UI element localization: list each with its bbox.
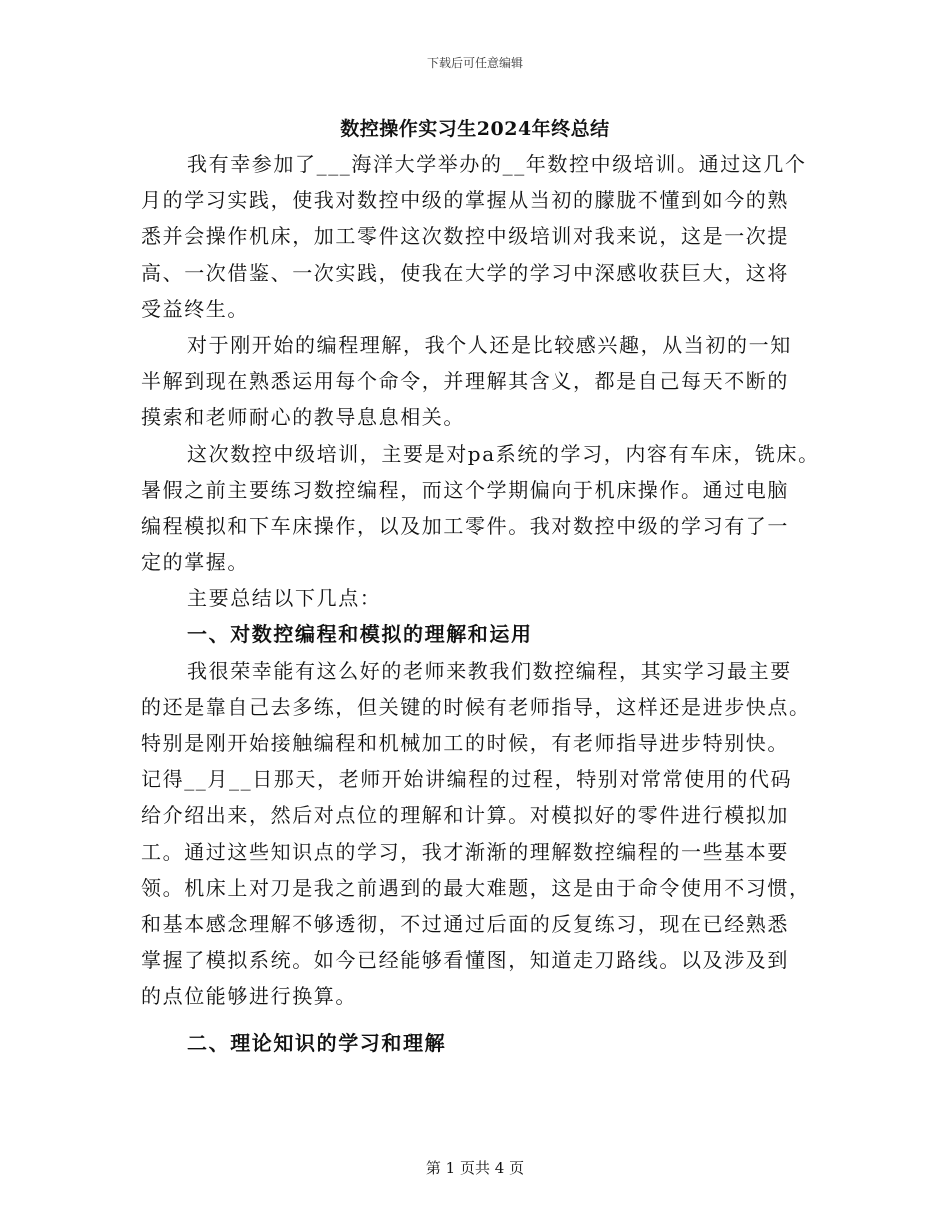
body-text-line: 特别是刚开始接触编程和机械加工的时候，有老师指导进步特别快。 <box>141 731 789 755</box>
body-text-line: 暑假之前主要练习数控编程，而这个学期偏向于机床操作。通过电脑 <box>141 477 789 502</box>
page-footer: 第 1 页共 4 页 <box>425 1159 525 1177</box>
header-note: 下载后可任意编辑 <box>426 56 523 70</box>
body-text-line: 我很荣幸能有这么好的老师来教我们数控编程，其实学习最主要 <box>187 658 792 683</box>
body-text-line: 领。机床上对刀是我之前遇到的最大难题，这是由于命令使用不习惯， <box>141 875 811 900</box>
body-text-line: 的点位能够进行换算。 <box>141 984 357 1009</box>
body-text-line: 摸索和老师耐心的教导息息相关。 <box>141 405 465 430</box>
body-text-line: 高、一次借鉴、一次实践，使我在大学的学习中深感收获巨大，这将 <box>141 260 789 285</box>
body-text-line: 月的学习实践，使我对数控中级的掌握从当初的朦胧不懂到如今的熟 <box>141 188 789 213</box>
section-heading: 二、理论知识的学习和理解 <box>187 1030 447 1055</box>
section-heading: 一、对数控编程和模拟的理解和运用 <box>187 622 533 647</box>
body-text-line: 给介绍出来，然后对点位的理解和计算。对模拟好的零件进行模拟加 <box>141 803 789 828</box>
body-text-line: 受益终生。 <box>141 296 249 321</box>
body-text-line: 工。通过这些知识点的学习，我才渐渐的理解数控编程的一些基本要 <box>141 839 789 864</box>
body-text-line: 的还是靠自己去多练，但关键的时候有老师指导，这样还是进步快点。 <box>141 694 811 719</box>
body-text-line: 定的掌握。 <box>141 550 249 575</box>
body-text-line: 和基本感念理解不够透彻，不过通过后面的反复练习，现在已经熟悉 <box>141 911 789 936</box>
body-text-line: 对于刚开始的编程理解，我个人还是比较感兴趣，从当初的一知 <box>187 332 792 357</box>
body-text-line: 我有幸参加了___海洋大学举办的__年数控中级培训。通过这几个 <box>187 152 807 176</box>
body-text-line: 悉并会操作机床，加工零件这次数控中级培训对我来说，这是一次提 <box>141 224 789 249</box>
body-text-line: 这次数控中级培训，主要是对pa系统的学习，内容有车床，铣床。 <box>187 441 820 466</box>
document-body <box>141 146 821 1061</box>
body-text-line: 记得__月__日那天，老师开始讲编程的过程，特别对常常使用的代码 <box>141 767 793 792</box>
document-title: 数控操作实习生2024年终总结 <box>340 118 610 140</box>
body-text-line: 掌握了模拟系统。如今已经能够看懂图，知道走刀路线。以及涉及到 <box>141 948 789 973</box>
body-text-line: 主要总结以下几点： <box>187 586 382 611</box>
body-text-line: 半解到现在熟悉运用每个命令，并理解其含义，都是自己每天不断的 <box>141 369 789 394</box>
body-text-line: 编程模拟和下车床操作，以及加工零件。我对数控中级的学习有了一 <box>141 513 789 538</box>
